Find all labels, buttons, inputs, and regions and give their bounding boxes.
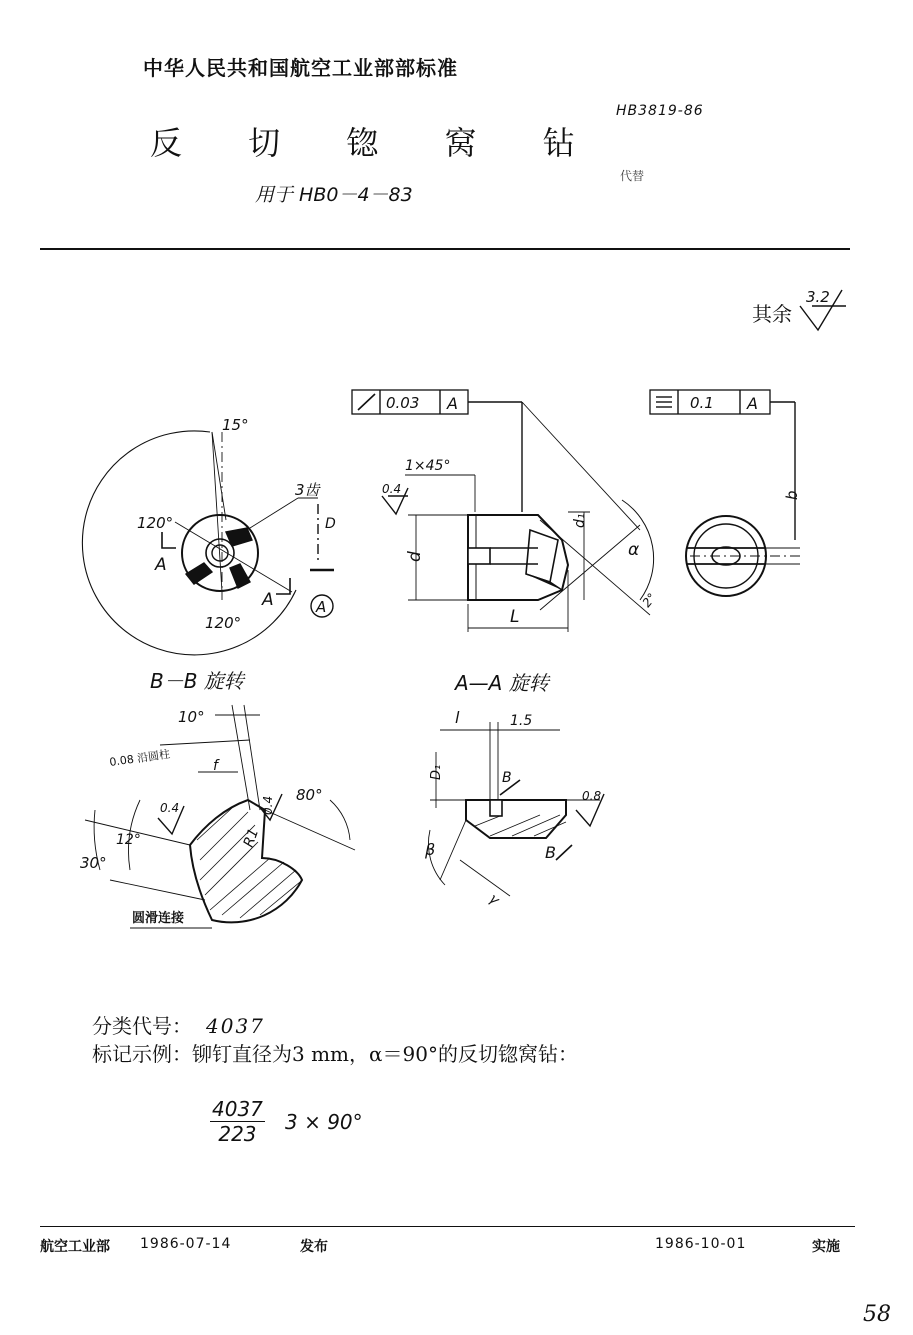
angle-12-label: 12°	[116, 832, 141, 848]
angle-80-label: 80°	[296, 786, 323, 804]
angle-beta-label: β	[425, 840, 436, 859]
fraction-denominator: 223	[218, 1122, 257, 1146]
issued-text: 发布	[300, 1239, 328, 1255]
dim-d-label: d	[405, 551, 425, 562]
footer-issuer	[40, 1236, 110, 1256]
side-view	[352, 390, 659, 632]
roughness-04-side-label: 0.4	[382, 482, 402, 496]
section-bb-title: B－B 旋转	[150, 669, 244, 693]
roughness-rest-value: 3.2	[806, 288, 830, 306]
radius-label: R1	[240, 826, 263, 850]
roughness-08-label: 0.8	[582, 789, 602, 803]
top-view	[82, 416, 336, 655]
teeth-label: 3齿	[295, 481, 320, 499]
angle-30-label: 30°	[80, 854, 107, 872]
classification-label: 分类代号：	[92, 1014, 192, 1038]
roughness-04b-label: 0.4	[261, 795, 275, 815]
view-a-label: A	[316, 598, 327, 616]
page-number: 58	[863, 1302, 891, 1327]
dim-D1-label: D₁	[429, 764, 444, 780]
section-bb	[80, 669, 355, 928]
runout-datum-label: A	[447, 394, 458, 413]
chamfer-label: 1×45°	[405, 458, 451, 474]
runout-tolerance-value: 0.03	[386, 394, 420, 412]
section-aa-title: A—A 旋转	[455, 671, 549, 695]
document-subtitle: 用于 HB0－4－83	[255, 184, 413, 206]
dim-15-label: 1.5	[510, 713, 533, 729]
standard-code: HB3819-86	[616, 103, 704, 119]
footer-rule	[40, 1226, 855, 1227]
effective-date: 1986-10-01	[655, 1236, 747, 1252]
angle-2-label: 2°	[639, 590, 660, 610]
classification-value: 4037	[206, 1014, 265, 1038]
issuer-name: 航空工业部	[40, 1239, 110, 1255]
issued-label	[300, 1236, 328, 1256]
marking-size: 3 × 90°	[285, 1110, 363, 1134]
issue-date: 1986-07-14	[140, 1236, 232, 1252]
effective-label	[812, 1236, 840, 1256]
angle-gamma-label: γ	[485, 890, 503, 909]
dim-L-label: L	[510, 607, 520, 627]
symmetry-tolerance-value: 0.1	[690, 394, 714, 412]
angle-10-label: 10°	[178, 708, 205, 726]
classification-line	[92, 1010, 265, 1039]
replaces-label: 代替	[620, 169, 645, 183]
roughness-04a-label: 0.4	[160, 801, 180, 815]
section-b-top-label: B	[502, 770, 512, 786]
org-standard-title: 中华人民共和国航空工业部部标准	[143, 56, 458, 80]
section-a-left-label: A	[155, 555, 167, 575]
angle-alpha-label: α	[628, 540, 640, 560]
section-a-right-label: A	[262, 590, 274, 610]
dim-b-label: b	[783, 490, 801, 500]
marking-fraction	[210, 1097, 265, 1146]
smooth-transition-note: 圆滑连接	[132, 911, 185, 926]
marking-example-line: 标记示例：铆钉直径为3 mm，α＝90°的反切锪窝钻：	[92, 1042, 578, 1066]
dim-d1-label: d₁	[572, 513, 588, 528]
section-aa	[424, 671, 604, 909]
cylinder-note-label: 0.08 沿圆柱	[108, 747, 171, 769]
angle-15-label: 15°	[222, 416, 249, 434]
symmetry-datum-label: A	[747, 394, 758, 413]
end-view	[650, 390, 801, 596]
section-b-bottom-label: B	[545, 843, 556, 862]
dim-D-label: D	[325, 516, 336, 532]
angle-120-bottom-label: 120°	[205, 614, 242, 632]
dim-f-label: f	[213, 758, 218, 774]
dim-l-label: l	[455, 708, 460, 727]
document-title: 反 切 锪 窝 钻	[150, 124, 577, 162]
effective-text: 实施	[812, 1239, 840, 1255]
roughness-rest-symbol	[800, 288, 846, 330]
roughness-rest-label: 其余	[752, 302, 792, 326]
fraction-numerator: 4037	[212, 1097, 263, 1121]
angle-120-left-label: 120°	[137, 514, 174, 532]
